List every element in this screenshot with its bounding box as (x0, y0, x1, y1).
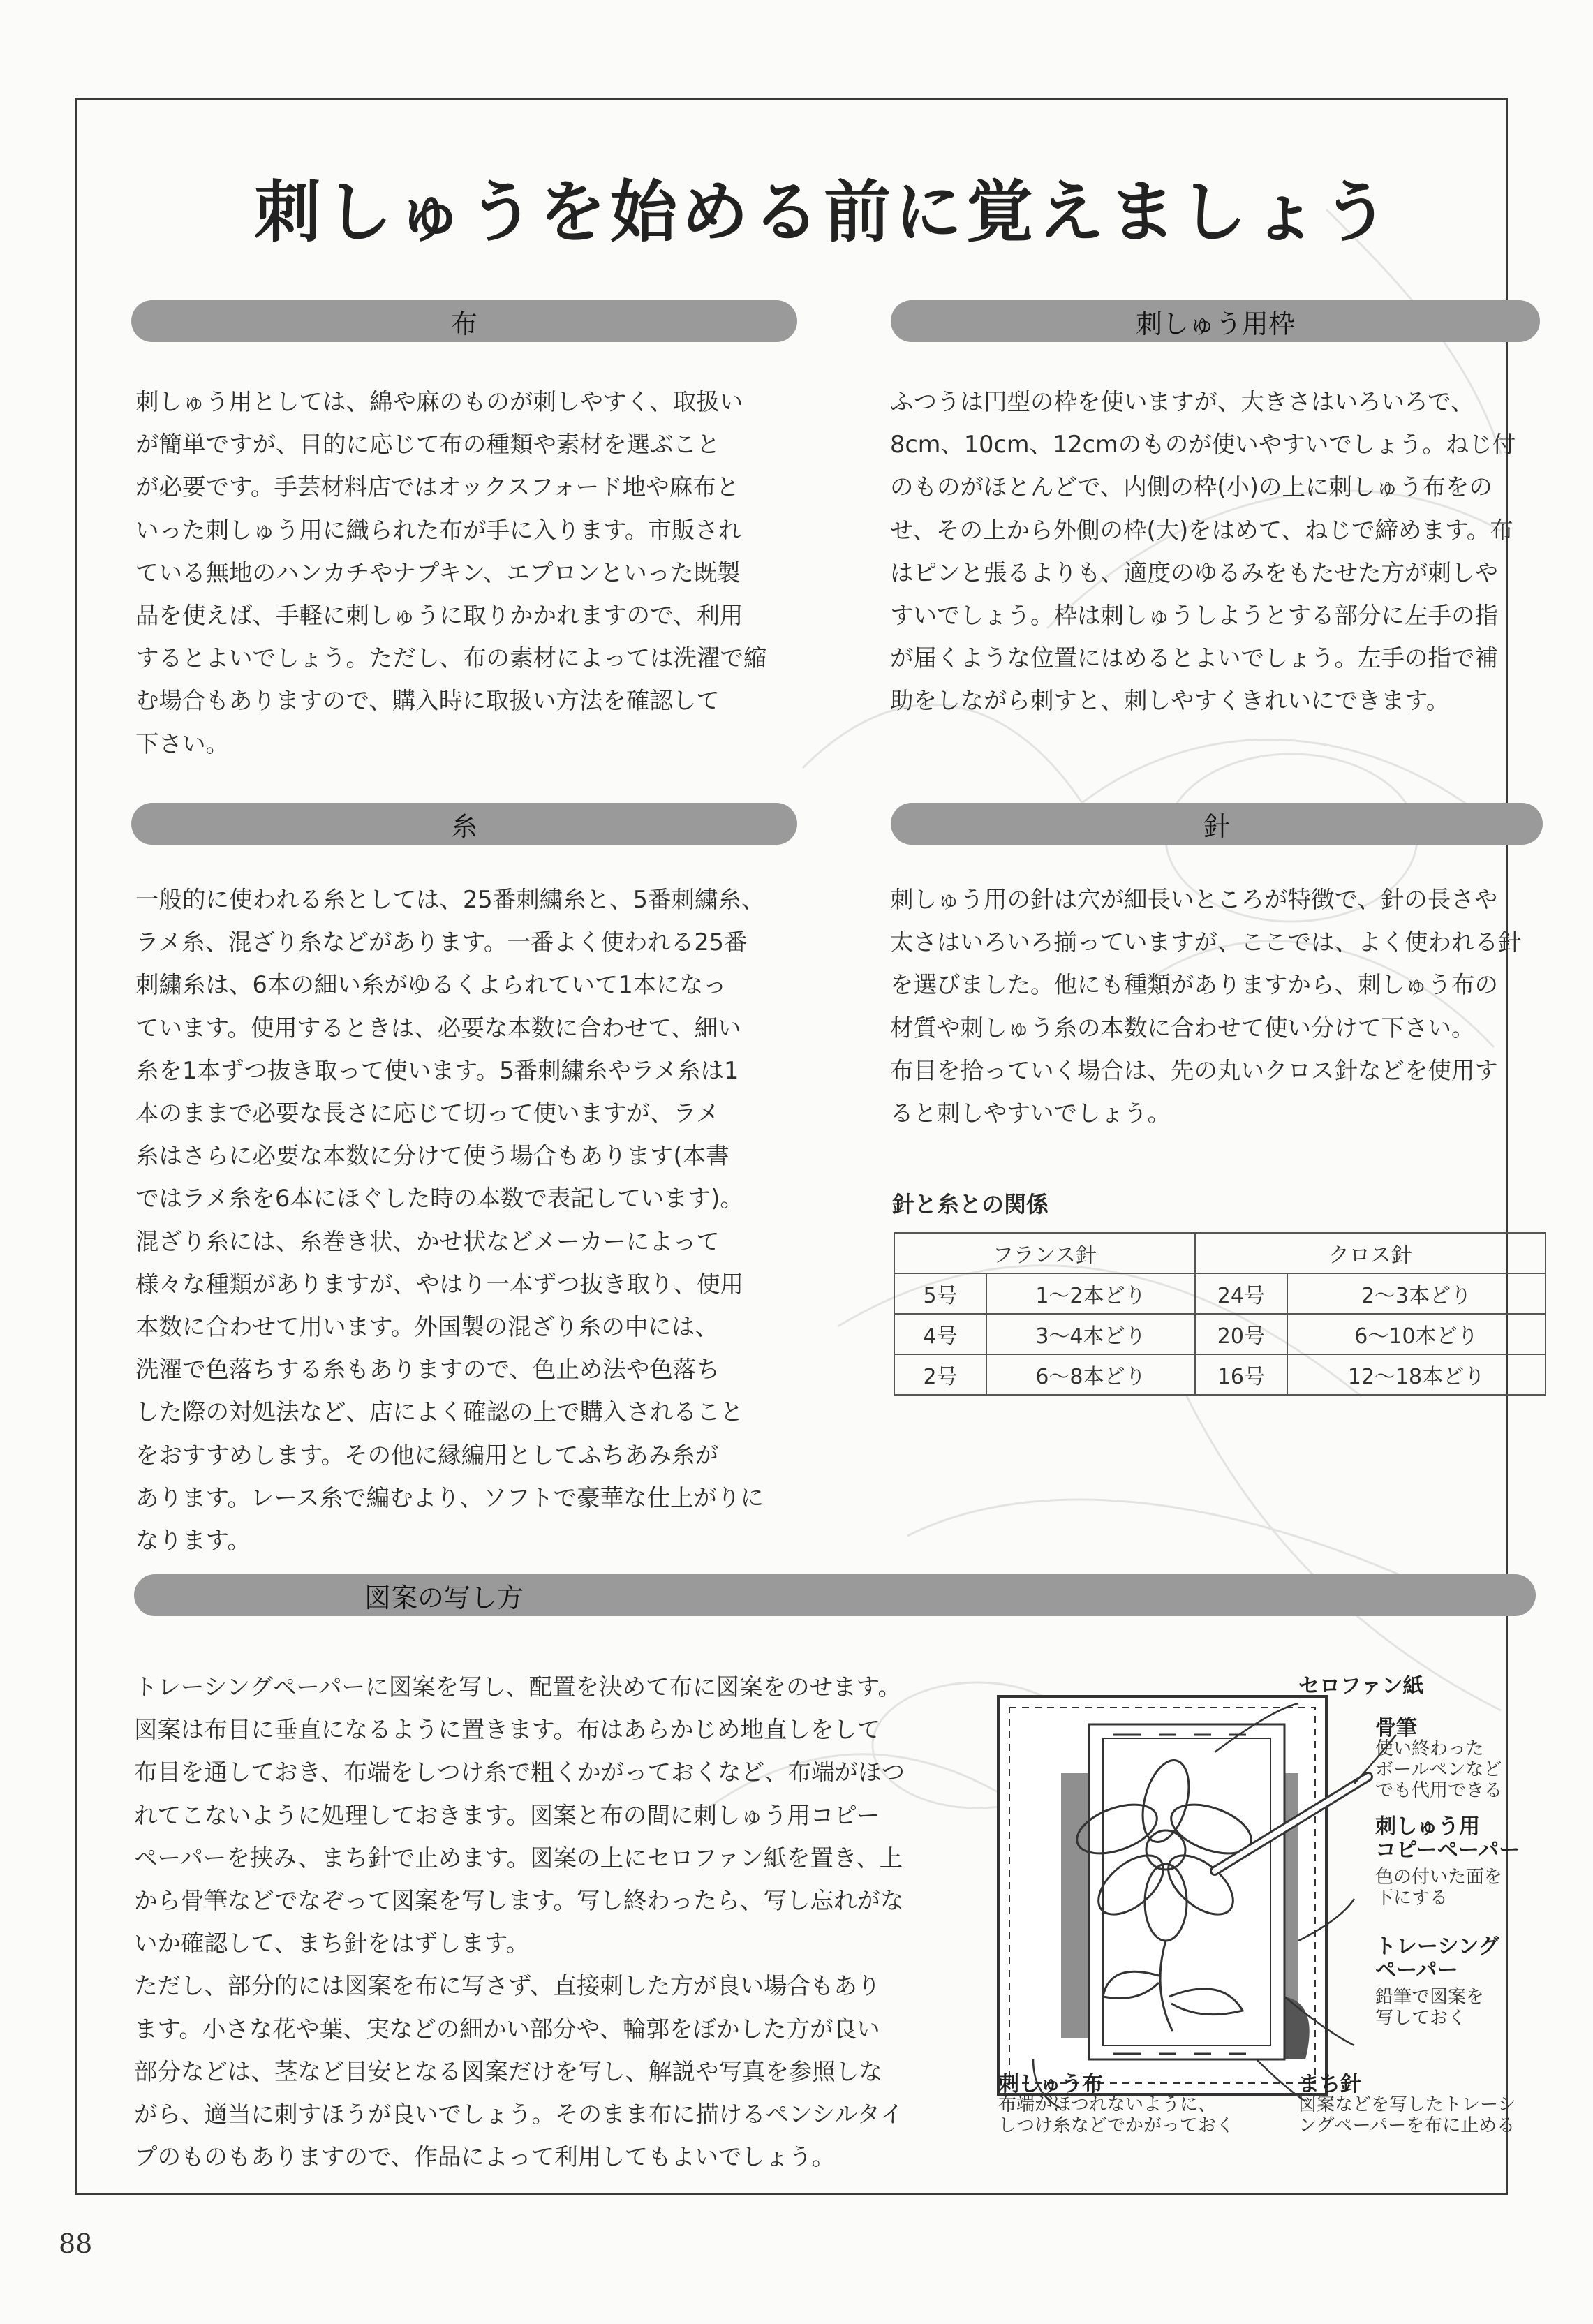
table-cell: 3〜4本どり (986, 1314, 1195, 1354)
label-stylus: 骨筆 (1375, 1716, 1417, 1740)
table-header-cross-needle: クロス針 (1195, 1233, 1546, 1273)
label-pin-note: 図案などを写したトレーシ ングペーパーを布に止める (1298, 2094, 1516, 2136)
paragraph-line: を選びました。他にも種類がありますから、刺しゅう布の (890, 971, 1498, 999)
paragraph-line: のものがほとんどで、内側の枠(小)の上に刺しゅう布をの (890, 473, 1492, 501)
paragraph-line: む場合もありますので、購入時に取扱い方法を確認して (135, 687, 720, 715)
pattern-transfer-diagram (991, 1668, 1550, 2157)
label-copy-paper-note: 色の付いた面を 下にする (1375, 1867, 1503, 1909)
paragraph-line: から骨筆などでなぞって図案を写します。写し終わったら、写し忘れがな (134, 1887, 904, 1914)
paragraph-line: 8cm、10cm、12cmのものが使いやすいでしょう。ねじ付 (890, 431, 1516, 459)
paragraph-line: ています。使用するときは、必要な本数に合わせて、細い (135, 1014, 741, 1042)
paragraph-line: ラメ糸、混ざり糸などがあります。一番よく使われる25番 (135, 928, 748, 956)
label-stylus-note: 使い終わった ボールペンなど でも代用できる (1375, 1738, 1503, 1801)
table-cell: 6〜10本どり (1287, 1314, 1546, 1354)
label-cloth: 刺しゅう布 (998, 2072, 1103, 2096)
paragraph-line: すいでしょう。枠は刺しゅうしようとする部分に左手の指 (890, 602, 1498, 629)
section-heading-transfer: 図案の写し方 (134, 1574, 1536, 1616)
paragraph-line: 混ざり糸には、糸巻き状、かせ状などメーカーによって (135, 1227, 720, 1255)
paragraph-line: 図案は布目に垂直になるように置きます。布はあらかじめ地直しをして (134, 1716, 881, 1744)
table-cell: 6〜8本どり (986, 1354, 1195, 1395)
label-cellophane: セロファン紙 (1298, 1674, 1424, 1698)
paragraph-line: 材質や刺しゅう糸の本数に合わせて使い分けて下さい。 (890, 1014, 1475, 1042)
table-cell: 24号 (1195, 1273, 1287, 1314)
table-cell: 1〜2本どり (986, 1273, 1195, 1314)
label-copy-paper: 刺しゅう用 コピーペーパー (1375, 1814, 1520, 1863)
paragraph-line: するとよいでしょう。ただし、布の素材によっては洗濯で縮 (135, 644, 767, 672)
needle-thread-table (894, 1232, 1546, 1396)
table-row (894, 1273, 1546, 1314)
paragraph-line: あります。レース糸で編むより、ソフトで豪華な仕上がりに (135, 1483, 764, 1511)
paragraph-line: 様々な種類がありますが、やはり一本ずつ抜き取り、使用 (135, 1270, 743, 1298)
table-header-french-needle: フランス針 (894, 1233, 1195, 1273)
paragraph-line: が必要です。手芸材料店ではオックスフォード地や麻布と (135, 473, 740, 501)
paragraph-line: はピンと張るよりも、適度のゆるみをもたせた方が刺しや (890, 558, 1498, 586)
section-heading-cloth: 布 (131, 300, 797, 342)
paragraph-line: 洗濯で色落ちする糸もありますので、色止め法や色落ち (135, 1356, 720, 1384)
paragraph-line: ている無地のハンカチやナプキン、エプロンといった既製 (135, 558, 741, 586)
page-number: 88 (59, 2228, 93, 2259)
table-caption: 針と糸との関係 (892, 1191, 1049, 1217)
page-title: 刺しゅうを始める前に覚えましょう (254, 173, 1393, 251)
paragraph-line: 助をしながら刺すと、刺しやすくきれいにできます。 (890, 687, 1450, 715)
paragraph-line: ペーパーを挟み、まち針で止めます。図案の上にセロファン紙を置き、上 (134, 1844, 903, 1872)
table-cell: 4号 (894, 1314, 986, 1354)
table-row (894, 1314, 1546, 1354)
paragraph-line: 太さはいろいろ揃っていますが、ここでは、よく使われる針 (890, 928, 1522, 956)
section-heading-needle: 針 (891, 803, 1543, 845)
paragraph-line: れてこないように処理しておきます。図案と布の間に刺しゅう用コピー (134, 1801, 880, 1829)
paragraph-line: 糸を1本ずつ抜き取って使います。5番刺繍糸やラメ糸は1 (135, 1056, 739, 1084)
label-tracing-paper: トレーシング ペーパー (1375, 1934, 1500, 1983)
table-cell: 2〜3本どり (1287, 1273, 1546, 1314)
paragraph-line: 糸はさらに必要な本数に分けて使う場合もあります(本書 (135, 1142, 729, 1170)
label-cloth-note: 布端がほつれないように、 しつけ糸などでかがっておく (998, 2094, 1235, 2136)
paragraph-line: ると刺しやすいでしょう。 (890, 1100, 1171, 1127)
paragraph-line: ふつうは円型の枠を使いますが、大きさはいろいろで、 (890, 388, 1474, 415)
paragraph-line: が届くような位置にはめるとよいでしょう。左手の指で補 (890, 644, 1498, 672)
paragraph-line: なります。 (135, 1527, 251, 1554)
paragraph-line: プのものもありますので、作品によって利用してもよいでしょう。 (134, 2143, 836, 2171)
paragraph-line: せ、その上から外側の枠(大)をはめて、ねじで締めます。布 (890, 516, 1513, 544)
paragraph-line: 刺しゅう用の針は穴が細長いところが特徴で、針の長さや (890, 886, 1498, 913)
paragraph-line: 本のままで必要な長さに応じて切って使いますが、ラメ (135, 1100, 720, 1127)
paragraph-line: いか確認して、まち針をはずします。 (134, 1930, 530, 1957)
paragraph-line: ただし、部分的には図案を布に写さず、直接刺した方が良い場合もあり (134, 1972, 881, 2000)
paragraph-line: 部分などは、茎など目安となる図案だけを写し、解説や写真を参照しな (134, 2057, 882, 2085)
table-row (894, 1354, 1546, 1395)
paragraph-line: 一般的に使われる糸としては、25番刺繍糸と、5番刺繍糸、 (135, 886, 765, 913)
paragraph-line: 品を使えば、手軽に刺しゅうに取りかかれますので、利用 (135, 602, 743, 629)
paragraph-line: 下さい。 (135, 730, 229, 757)
table-cell: 5号 (894, 1273, 986, 1314)
paragraph-line: 刺しゅう用としては、綿や麻のものが刺しやすく、取扱い (135, 388, 743, 415)
paragraph-line: ではラメ糸を6本にほぐした時の本数で表記しています)。 (135, 1185, 743, 1213)
label-pin: まち針 (1298, 2072, 1361, 2096)
paragraph-line: ます。小さな花や葉、実などの細かい部分や、輪郭をぼかした方が良い (134, 2015, 880, 2043)
paragraph-line: をおすすめします。その他に縁編用としてふちあみ糸が (135, 1441, 719, 1469)
section-heading-thread: 糸 (131, 803, 797, 845)
paragraph-line: 刺繍糸は、6本の細い糸がゆるくよられていて1本になっ (135, 971, 727, 999)
table-cell: 20号 (1195, 1314, 1287, 1354)
table-cell: 12〜18本どり (1287, 1354, 1546, 1395)
paragraph-line: が簡単ですが、目的に応じて布の種類や素材を選ぶこと (135, 431, 720, 459)
table-cell: 2号 (894, 1354, 986, 1395)
paragraph-line: 本数に合わせて用います。外国製の混ざり糸の中には、 (135, 1313, 718, 1340)
paragraph-line: した際の対処法など、店によく確認の上で購入されること (135, 1398, 743, 1426)
paragraph-line: トレーシングペーパーに図案を写し、配置を決めて布に図案をのせます。 (134, 1673, 901, 1701)
paragraph-line: 布目を拾っていく場合は、先の丸いクロス針などを使用す (890, 1056, 1498, 1084)
section-heading-hoop: 刺しゅう用枠 (891, 300, 1540, 342)
table-cell: 16号 (1195, 1354, 1287, 1395)
paragraph-line: 布目を通しておき、布端をしつけ糸で粗くかがっておくなど、布端がほつ (134, 1759, 905, 1786)
paragraph-line: がら、適当に刺すほうが良いでしょう。そのまま布に描けるペンシルタイ (134, 2101, 903, 2128)
paragraph-line: いった刺しゅう用に織られた布が手に入ります。市販され (135, 516, 742, 544)
label-tracing-note: 鉛筆で図案を 写しておく (1375, 1987, 1485, 2029)
